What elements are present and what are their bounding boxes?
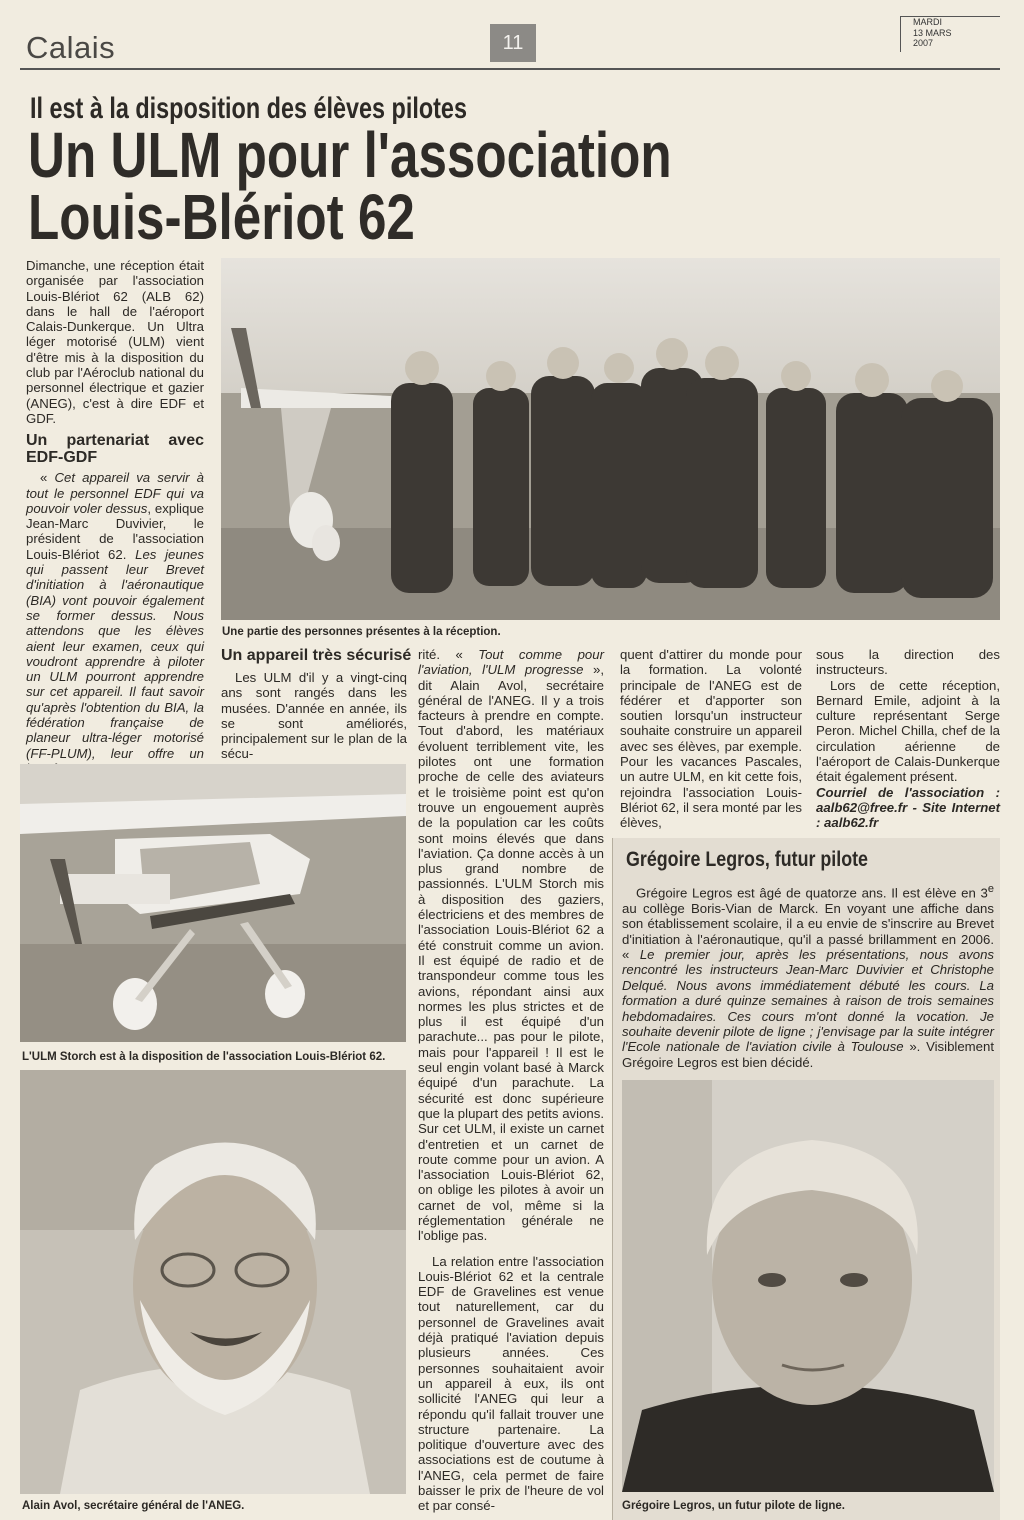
group-photo	[221, 258, 1000, 620]
subhead-security: Un appareil très sécurisé	[221, 647, 412, 664]
quote-part-1: Cet appareil va servir à tout le personnel EDF qui va pouvoir voler dessus	[26, 470, 204, 516]
sidebar-end: ». Visiblement Grégoire Legros est bien décidé.	[622, 1039, 994, 1070]
ulm-photo	[20, 764, 406, 1042]
contact-info: Courriel de l'association : aalb62@free.fr - Site Internet : aalb62.fr	[816, 784, 1000, 831]
col3-start: rité. «	[418, 647, 479, 662]
col5-paragraph-2: Lors de cette réception, Bernard Emile, adjoint à la culture représentant Serge Peron. Michel Chilla, chef de la circulation aérienne de l'aéroport de Calais-Dunkerque était également présent.	[816, 677, 1000, 785]
avol-photo	[20, 1070, 406, 1494]
avol-quote: Tout comme pour l'aviation, l'ULM progresse	[418, 647, 604, 678]
date-daymonth: 13 MARS	[913, 27, 952, 38]
sidebar-paragraph	[622, 882, 994, 1070]
legros-photo	[622, 1080, 994, 1492]
col3-body: », dit Alain Avol, secrétaire général de l'ANEG. Il y a trois facteurs à prendre en compte. Tout d'abord, les matériaux évoluent terriblement vite, les pilotes ont une formation proche de celle des aviateurs et le troisième point est qu'on trouve un engouement auprès de la population car les coûts sont moins élevés que dans l'aviation. Ça donne accès à un plus grand nombre de passionnés. L'ULM Storch mis à disposition des gaziers, électriciens et des membres de l'association Louis-Blériot 62 a été construit comme un avion. Il est équipé de radio et de transpondeur comme tous les avions, répondant ainsi aux normes les plus strictes et de plus il est équipé d'un parachute... pas pour le pilote, mais pour l'appareil ! Il est le seul engin volant basé à Marck équipé d'un parachute. La sécurité est donc supérieure que la plupart des petits avions. Sur cet ULM, il existe un carnet d'entretien et un carnet de route comme pour un avion. A l'association Louis-Blériot 62, on oblige les pilotes à avoir un carnet de vol, même si la réglementation générale ne l'oblige pas.	[418, 662, 604, 1244]
ulm-photo-caption: L'ULM Storch est à la disposition de l'association Louis-Blériot 62.	[22, 1051, 386, 1063]
kicker: Il est à la disposition des élèves pilotes	[30, 92, 467, 125]
date-day: MARDI	[913, 17, 942, 27]
legros-photo-caption: Grégoire Legros, un futur pilote de ligne.	[622, 1500, 845, 1512]
column-5	[816, 647, 1000, 831]
sidebar-quote: Le premier jour, après les présentations, nous avons rencontré les instructeurs Jean-Marc Duvivier et Christophe Delqué. Nous avons immédiatement débuté les cours. La formation a duré quinze semaines à raison de trois semaines hebdomadaires. Ces cours m'ont donné la vocation. Je souhaite devenir pilote de ligne ; j'envisage par la suite intégrer l'Ecole nationale de l'aviation civile à Toulouse	[622, 947, 994, 1055]
group-photo-caption: Une partie des personnes présentes à la réception.	[222, 626, 501, 638]
quote-part-2: Les jeunes qui passent leur Brevet d'initiation à l'aéronautique (BIA) vont pouvoir également se former dessus. Nous attendons que les élèves aient leur examen, ceux qui voudront apprendre à piloter un ULM pourront apprendre sur cet appareil. Il faut savoir qu'après l'obtention du BIA, la fédération française de planeur ultra-léger motorisé (FF-PLUM), leur offre un	[26, 546, 204, 761]
quote-open: «	[40, 470, 55, 486]
date-block	[900, 16, 1000, 52]
relation-paragraph: La relation entre l'association Louis-Blériot 62 et la centrale EDF de Gravelines est venue tout naturellement, car du personnel de Gravelines avait déjà pratiqué l'aviation depuis plusieurs années. Ces personnes souhaitaient avoir un appareil à eux, ils ont sollicité l'ANEG qui leur a répondu qu'il fallait trouver une structure partenaire. La politique d'ouverture avec des associations est de coutume à l'ANEG, cela permet de faire baisser le prix de l'heure de vol et par consé-	[418, 1253, 604, 1514]
column-4	[620, 647, 802, 831]
lead-paragraph: Dimanche, une réception était organisée par l'association Louis-Blériot 62 (ALB 62) dans le hall de l'aéroport Calais-Dunkerque. Un Ultra léger motorisé (ULM) vient d'être mis à la disposition du club par l'Aéroclub national du personnel électrique et gazier (ANEG), c'est à dire EDF et GDF.	[26, 258, 204, 426]
security-paragraph-continued	[418, 647, 604, 1244]
headline-line-2: Louis-Blériot 62	[28, 181, 415, 253]
sidebar-sup: e	[987, 883, 994, 895]
section-name: Calais	[26, 30, 116, 65]
headline-line-1: Un ULM pour l'association	[28, 119, 672, 191]
quote-attribution: , explique Jean-Marc Duvivier, le président de l'association Louis-Blériot 62.	[26, 500, 204, 562]
col4-paragraph: quent d'attirer du monde pour la formation. La volonté principale de l'ANEG est de fédérer et d'apporter son soutien lorsqu'un instructeur souhaite construire un appareil avec ses élèves, par exemple. Pour les vacances Pascales, un autre ULM, en kit cette fois, rejoindra l'association Louis-Blériot 62, il sera monté par les élèves,	[620, 647, 802, 831]
avol-photo-caption: Alain Avol, secrétaire général de l'ANEG.	[22, 1500, 245, 1512]
column-2	[221, 647, 412, 762]
sidebar-mid: au collège Boris-Vian de Marck. En voyant une affiche dans son établissement scolaire, il a eu envie de s'inscrire au Brevet d'initiation à l'aéronautique, qu'il a passé brillamment en 2006. «	[622, 900, 994, 963]
sidebar-title: Grégoire Legros, futur pilote	[626, 848, 868, 871]
sidebar-text	[622, 882, 994, 1070]
page-number: 11	[490, 24, 536, 62]
security-paragraph: Les ULM d'il y a vingt-cinq ans sont rangés dans les musées. D'année en année, ils se sont améliorés, principalement sur le plan de la sécu-	[221, 670, 407, 762]
date-year: 2007	[913, 38, 934, 48]
col5-paragraph-1: sous la direction des instructeurs.	[816, 647, 1000, 678]
sidebar-intro: Grégoire Legros est âgé de quatorze ans. Il est élève en 3	[636, 885, 988, 901]
quote-paragraph	[26, 470, 204, 776]
column-3	[418, 647, 604, 1514]
header-rule	[20, 68, 1000, 70]
subhead-partnership: Un partenariat avec EDF-GDF	[26, 432, 204, 467]
column-1	[26, 258, 204, 776]
headline	[28, 119, 672, 253]
